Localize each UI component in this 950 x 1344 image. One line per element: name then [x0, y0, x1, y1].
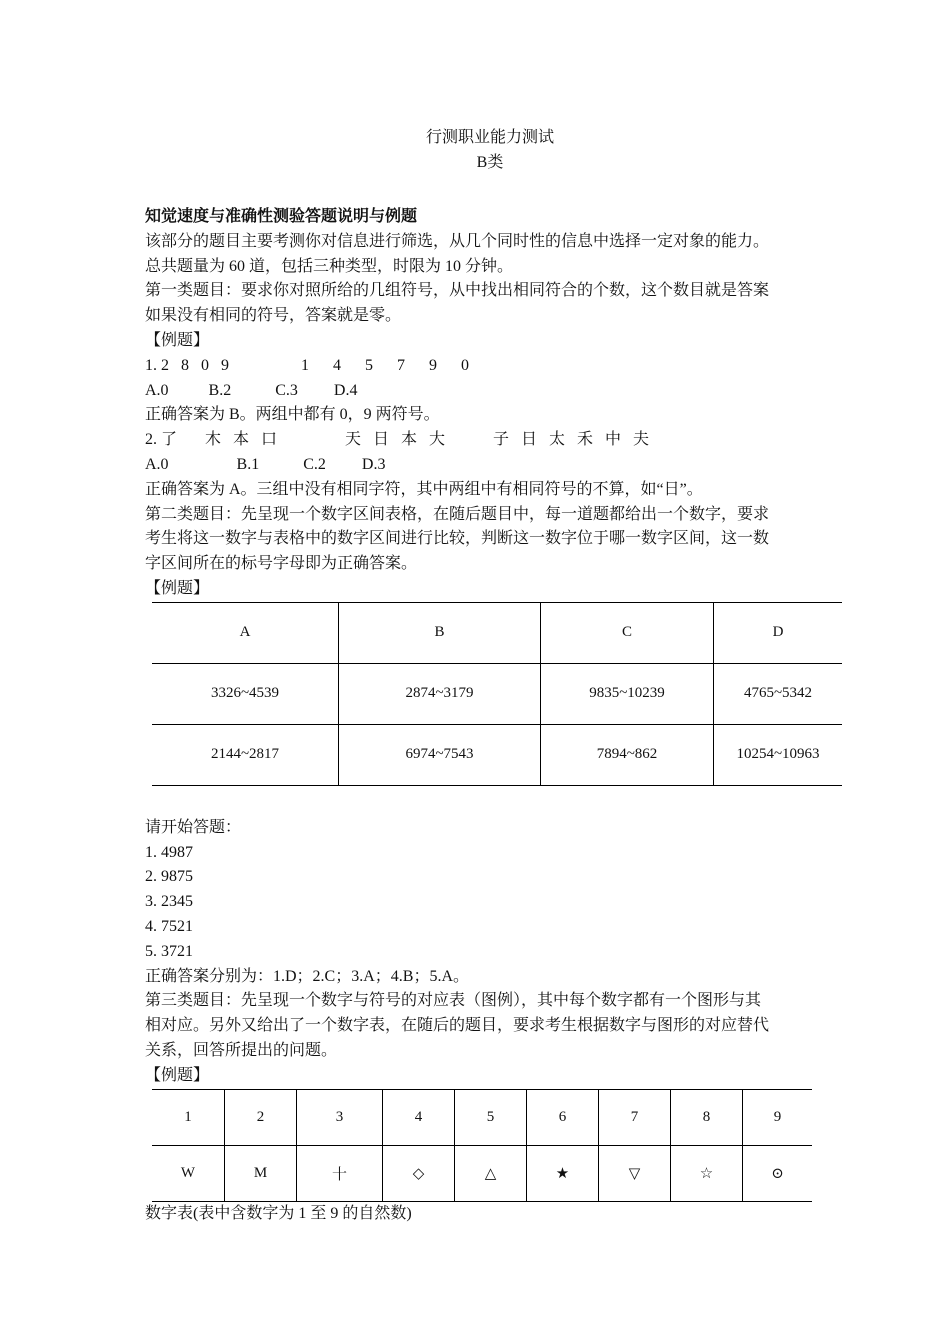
type2-start-label: 请开始答题： [145, 818, 242, 836]
range-table-header-b: B [339, 602, 541, 663]
symbol-legend-table [152, 1089, 812, 1202]
legend-number-cell: 5 [455, 1089, 527, 1145]
range-table-header-row [152, 602, 842, 663]
range-table-cell: 9835~10239 [541, 663, 714, 724]
type1-desc-2: 如果没有相同的符号，答案就是零。 [145, 307, 402, 325]
legend-number-cell: 4 [383, 1089, 455, 1145]
legend-symbol-cell: W [152, 1145, 225, 1201]
type2-desc-1: 第二类题目：先呈现一个数字区间表格，在随后题目中，每一道题都给出一个数字，要求 [145, 505, 770, 523]
type1-question-2-options: A.0 B.1 C.2 D.3 [145, 455, 386, 473]
legend-number-cell: 1 [152, 1089, 225, 1145]
range-table-cell: 10254~10963 [714, 724, 843, 785]
legend-number-cell: 2 [225, 1089, 297, 1145]
legend-number-cell: 6 [527, 1089, 599, 1145]
legend-symbol-cell: △ [455, 1145, 527, 1201]
legend-symbol-cell: ⊙ [743, 1145, 813, 1201]
range-table-cell: 7894~862 [541, 724, 714, 785]
type2-question-2: 2. 9875 [145, 868, 193, 886]
range-table-header-a: A [152, 602, 339, 663]
legend-number-cell: 8 [671, 1089, 743, 1145]
type2-example-label: 【例题】 [145, 579, 210, 597]
range-table-cell: 3326~4539 [152, 663, 339, 724]
type3-desc-1: 第三类题目：先呈现一个数字与符号的对应表（图例），其中每个数字都有一个图形与其 [145, 992, 762, 1010]
range-table-cell: 2874~3179 [339, 663, 541, 724]
type2-question-4: 4. 7521 [145, 917, 193, 935]
type1-example-label: 【例题】 [145, 331, 210, 349]
legend-symbol-cell: ★ [527, 1145, 599, 1201]
legend-symbol-cell: ▽ [599, 1145, 671, 1201]
symbol-legend-number-row [152, 1089, 812, 1145]
document-subtitle: B类 [476, 154, 504, 171]
type1-question-1-answer: 正确答案为 B。两组中都有 0，9 两符号。 [145, 406, 440, 424]
type1-question-2-answer: 正确答案为 A。三组中没有相同字符，其中两组中有相同符号的不算，如“日”。 [145, 480, 703, 498]
document-page [145, 125, 845, 1226]
type3-desc-2: 相对应。另外又给出了一个数字表，在随后的题目，要求考生根据数字与图形的对应替代 [145, 1017, 770, 1035]
legend-symbol-cell: ◇ [383, 1145, 455, 1201]
type3-example-label: 【例题】 [145, 1066, 210, 1084]
intro-line-1: 该部分的题目主要考测你对信息进行筛选，从几个同时性的信息中选择一定对象的能力。 [145, 232, 770, 250]
type2-question-1: 1. 4987 [145, 843, 193, 861]
type1-desc-1: 第一类题目：要求你对照所给的几组符号，从中找出相同符合的个数，这个数目就是答案 [145, 282, 770, 300]
legend-number-cell: 9 [743, 1089, 813, 1145]
type3-desc-3: 关系，回答所提出的问题。 [145, 1041, 338, 1059]
type1-question-1-options: A.0 B.2 C.3 D.4 [145, 381, 358, 399]
section-heading: 知觉速度与准确性测验答题说明与例题 [145, 208, 418, 225]
range-table-cell: 4765~5342 [714, 663, 843, 724]
document-title: 行测职业能力测试 [425, 129, 554, 146]
range-table-header-c: C [541, 602, 714, 663]
range-table [152, 602, 842, 786]
type2-desc-3: 字区间所在的标号字母即为正确答案。 [145, 555, 418, 573]
legend-symbol-cell: 十 [297, 1145, 383, 1201]
type1-question-1: 1. 2 8 0 9 1 4 5 7 9 0 [145, 356, 469, 374]
symbol-legend-symbol-row [152, 1145, 812, 1201]
range-table-row [152, 724, 842, 785]
type2-question-5: 5. 3721 [145, 942, 193, 960]
range-table-cell: 2144~2817 [152, 724, 339, 785]
legend-number-cell: 7 [599, 1089, 671, 1145]
type2-answer: 正确答案分别为：1.D；2.C；3.A；4.B；5.A。 [145, 967, 470, 985]
type2-question-3: 3. 2345 [145, 893, 193, 911]
type1-question-2: 2. 了 木 本 口 天 日 本 大 子 日 太 禾 中 夫 [145, 431, 650, 449]
type2-desc-2: 考生将这一数字与表格中的数字区间进行比较，判断这一数字位于哪一数字区间，这一数 [145, 530, 770, 548]
range-table-header-d: D [714, 602, 843, 663]
legend-symbol-cell: ☆ [671, 1145, 743, 1201]
type3-footer: 数字表(表中含数字为 1 至 9 的自然数) [145, 1204, 412, 1222]
legend-symbol-cell: M [225, 1145, 297, 1201]
range-table-cell: 6974~7543 [339, 724, 541, 785]
intro-line-2: 总共题量为 60 道，包括三种类型，时限为 10 分钟。 [145, 257, 514, 275]
legend-number-cell: 3 [297, 1089, 383, 1145]
range-table-row [152, 663, 842, 724]
